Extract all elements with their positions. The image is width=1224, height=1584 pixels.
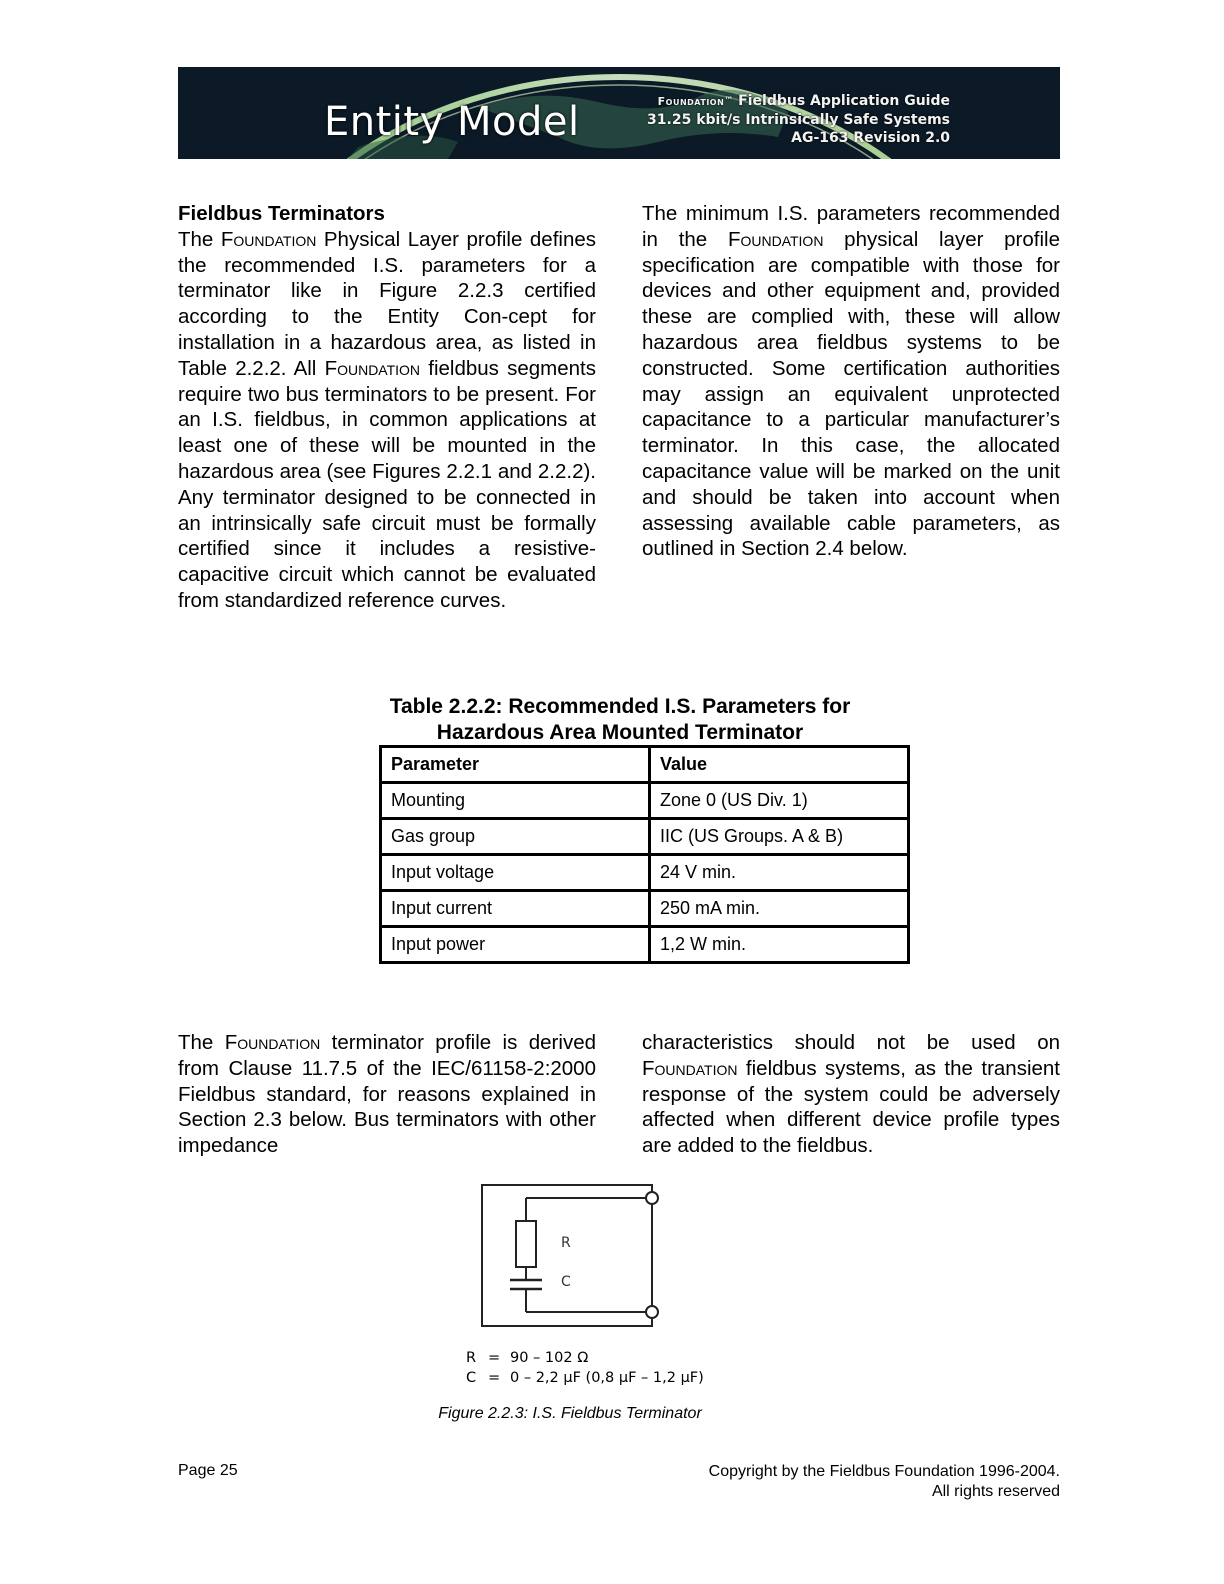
page-number: Page 25 xyxy=(178,1462,238,1479)
copyright-notice: Copyright by the Fieldbus Foundation 1996-2004. All rights reserved xyxy=(708,1463,1060,1500)
banner-subtitle-line3: AG-163 Revision 2.0 xyxy=(791,130,950,146)
figure-caption: Figure 2.2.3: I.S. Fieldbus Terminator xyxy=(438,1405,702,1422)
left-column-lower xyxy=(178,1030,596,1159)
table-cell: Input power xyxy=(381,927,650,963)
section-heading: Fieldbus Terminators xyxy=(178,202,385,225)
capacitor-label: C xyxy=(561,1274,571,1290)
enclosure-box xyxy=(482,1185,652,1326)
table-cell: 250 mA min. xyxy=(650,891,909,927)
table-row xyxy=(381,927,909,963)
paragraph-terminators-left: The Foundation Physical Layer profile defines the recommended I.S. parameters for a terminator like in Figure 2.2.3 certified according to the Entity Con-cept for installation in a hazardous area, as listed in Table 2.2.2. All Foundation fieldbus segments require two bus terminators to be present. For an I.S. fieldbus, in common applications at least one of these will be mounted in the hazardous area (see Figures 2.2.1 and 2.2.2). Any terminator designed to be connected in an intrinsically safe circuit must be formally certified since it includes a resistive-capacitive circuit which cannot be evaluated from standardized reference curves. xyxy=(178,227,596,612)
right-column-lower xyxy=(642,1030,1060,1159)
table-cell: Input current xyxy=(381,891,650,927)
header-banner xyxy=(178,67,1060,159)
banner-subtitle-line1: Foundation™ Fieldbus Application Guide xyxy=(657,93,950,109)
table-row xyxy=(381,891,909,927)
figure-legend xyxy=(466,1348,704,1388)
paragraph-terminators-right: The minimum I.S. parameters recommended in the Foundation physical layer profile specification are compatible with those for devices and other equipment and, provided these are complied with, these will allow hazardous area fieldbus systems to be constructed. Some certification authorities may assign an equivalent unprotected capacitance to a particular manufacturer’s terminator. In this case, the allocated capacitance value will be marked on the unit and should be taken into account when assessing available cable parameters, as outlined in Section 2.4 below. xyxy=(642,202,1060,561)
table-cell: Zone 0 (US Div. 1) xyxy=(650,783,909,819)
paragraph-profile-right: characteristics should not be used on Foundation fieldbus systems, as the transient response of the system could be adversely affected when different device profile types are added to the fieldbus. xyxy=(642,1031,1060,1158)
table-row xyxy=(381,855,909,891)
terminal-top xyxy=(646,1192,658,1204)
table-row xyxy=(381,819,909,855)
terminator-circuit-diagram xyxy=(460,1180,680,1340)
table-cell: Input voltage xyxy=(381,855,650,891)
table-cell: 24 V min. xyxy=(650,855,909,891)
right-column-upper xyxy=(642,201,1060,562)
table-cell: Gas group xyxy=(381,819,650,855)
paragraph-profile-left: The Foundation terminator profile is derived from Clause 11.7.5 of the IEC/61158-2:2000 Fieldbus standard, for reasons explained in Section 2.3 below. Bus terminators with other impedance xyxy=(178,1031,596,1158)
table-cell: 1,2 W min. xyxy=(650,927,909,963)
banner-title: Entity Model xyxy=(324,99,580,145)
resistor-label: R xyxy=(561,1235,571,1251)
terminal-bottom xyxy=(646,1306,658,1318)
banner-subtitle xyxy=(647,92,950,147)
table-caption: Table 2.2.2: Recommended I.S. Parameters for Hazardous Area Mounted Terminator xyxy=(389,695,851,744)
banner-subtitle-line2: 31.25 kbit/s Intrinsically Safe Systems xyxy=(647,112,950,128)
legend-row-r: R = 90 – 102 Ω xyxy=(466,1350,589,1366)
table-row xyxy=(381,783,909,819)
table-cell: IIC (US Groups. A & B) xyxy=(650,819,909,855)
table-header-value: Value xyxy=(650,747,909,783)
left-column-upper xyxy=(178,201,596,614)
legend-row-c: C = 0 – 2,2 µF (0,8 µF – 1,2 µF) xyxy=(466,1370,704,1386)
table-cell: Mounting xyxy=(381,783,650,819)
table-header-parameter: Parameter xyxy=(381,747,650,783)
parameters-table xyxy=(379,745,910,964)
table-header-row xyxy=(381,747,909,783)
resistor-symbol xyxy=(516,1221,536,1267)
